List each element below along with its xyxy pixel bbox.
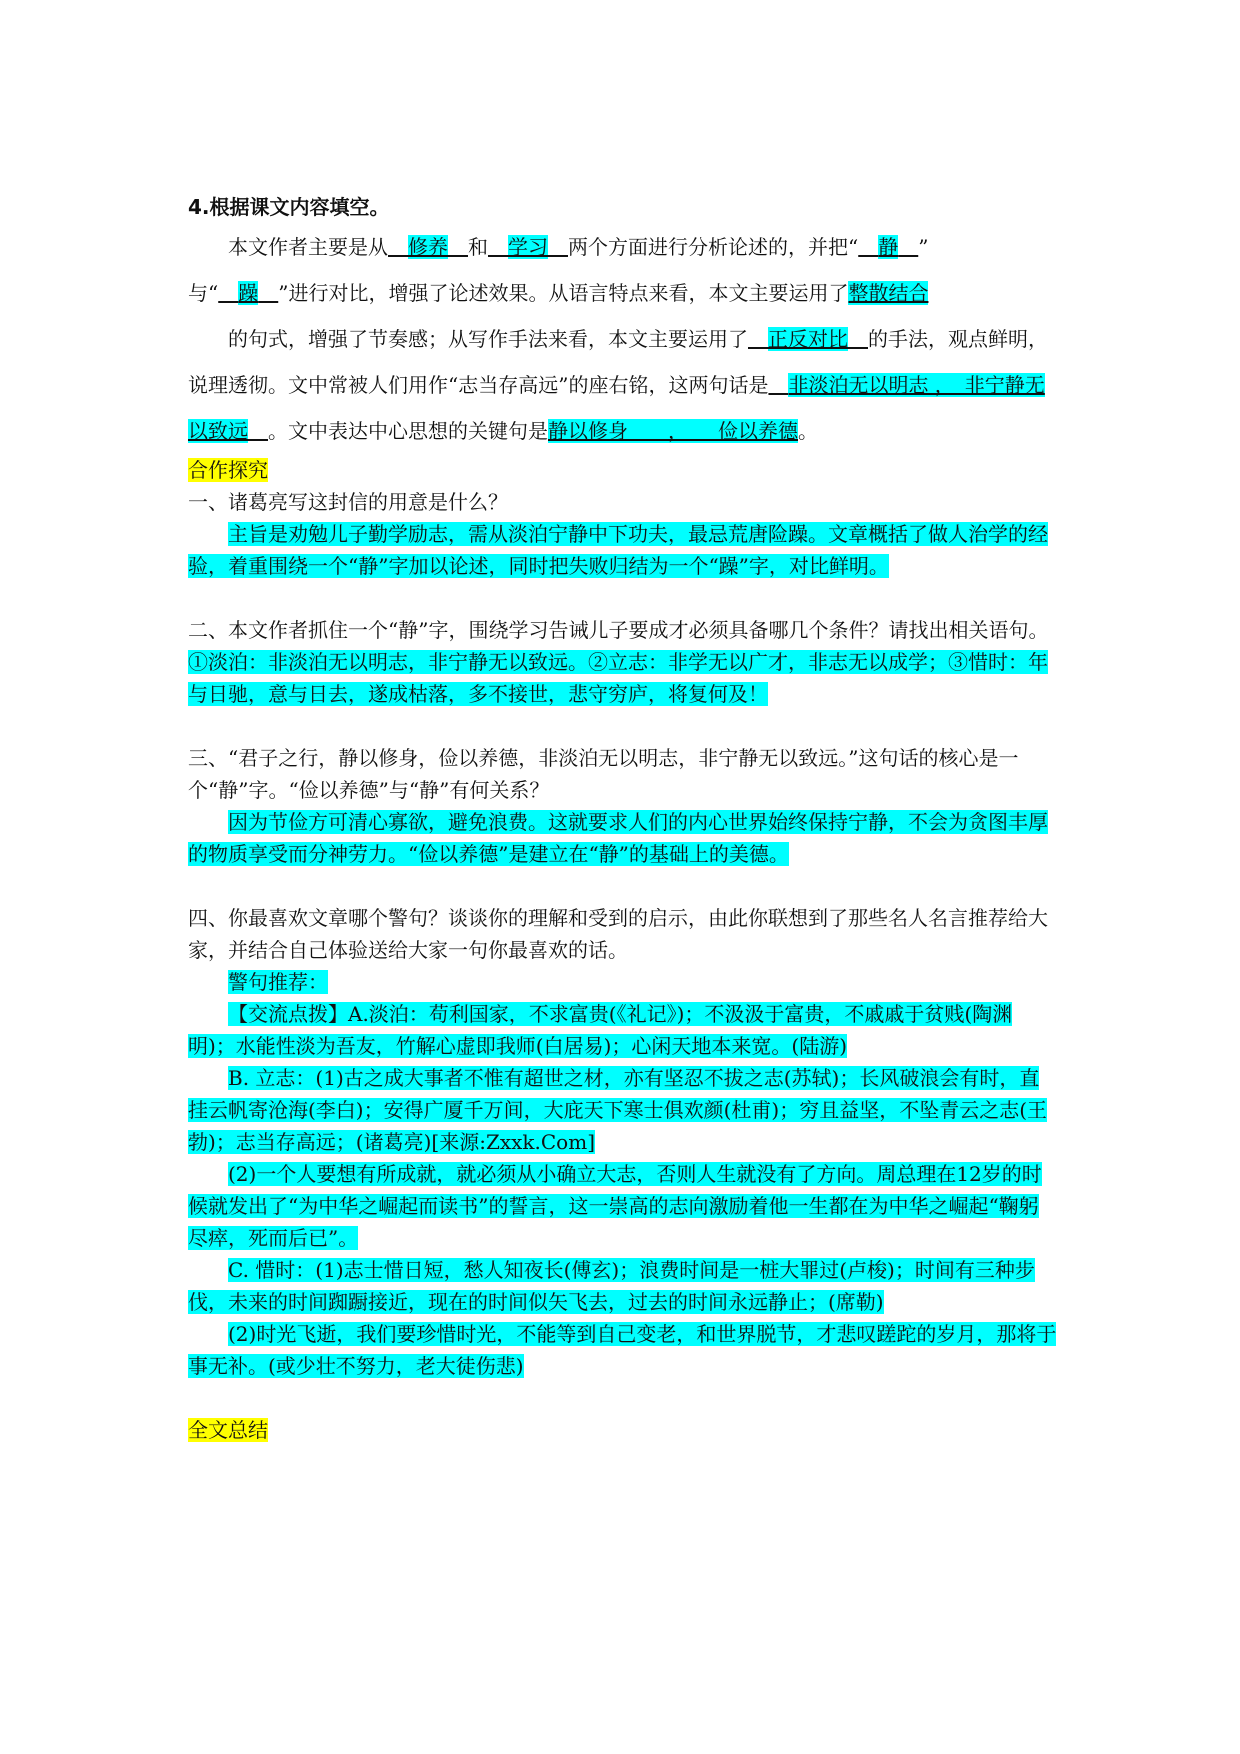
- summary-heading-text: 全文总结: [188, 1418, 268, 1442]
- fill-blank-section: [188, 224, 1058, 454]
- spacer: [188, 582, 1058, 614]
- section-heading: [188, 454, 1058, 486]
- answer-4-item: [188, 1254, 1058, 1318]
- answer-3: 静: [878, 235, 899, 259]
- answer-4-item-text: (2)时光飞逝，我们要珍惜时光，不能等到自己变老，和世界脱节，才悲叹蹉跎的岁月，那将于事无补。(或少壮不努力，老大徒伤悲): [188, 1322, 1057, 1378]
- spacer: [188, 1382, 1058, 1414]
- answer-4-item-text: 警句推荐：: [228, 970, 328, 994]
- text: 的手法，观点鲜明，说理透彻。文中常被人们用作“志当存高远”的座右铭，这两句话是: [188, 327, 1048, 397]
- question-4: 四、你最喜欢文章哪个警句？谈谈你的理解和受到的启示，由此你联想到了那些名人名言推荐给大家，并结合自己体验送给大家一句你最喜欢的话。: [188, 906, 1048, 962]
- answer-6: 正反对比: [768, 327, 848, 351]
- answer-2-paragraph: [188, 646, 1058, 710]
- spacer: [188, 870, 1058, 902]
- answer-1: 修养: [408, 235, 448, 259]
- text: ”进行对比，增强了论述效果。从语言特点来看，本文主要运用了: [278, 281, 849, 305]
- answer-4-item-text: (2)一个人要想有所成就，就必须从小确立大志，否则人生就没有了方向。周总理在12岁的时候就发出了“为中华之崛起而读书”的誓言，这一崇高的志向激励着他一生都在为中华之崛起“鞠躬尽瘁，死而后已”。: [188, 1162, 1042, 1250]
- answer-4-item: [188, 1158, 1058, 1254]
- question-1: 一、诸葛亮写这封信的用意是什么？: [188, 490, 508, 514]
- answer-4-item-text: 【交流点拨】A.淡泊：苟利国家，不求富贵(《礼记》)；不汲汲于富贵，不戚戚于贫贱(陶渊明)；水能性淡为吾友，竹解心虚即我师(白居易)；心闲天地本来宽。(陆游): [188, 1002, 1013, 1058]
- cooperative-inquiry-section: [188, 454, 1058, 1446]
- blank: [388, 235, 468, 259]
- blank: [748, 327, 868, 351]
- answer-2: 学习: [508, 235, 548, 259]
- text: 两个方面进行分析论述的，并把“: [568, 235, 859, 259]
- text: 和: [468, 235, 488, 259]
- answer-4: 躁: [238, 281, 259, 305]
- answer-5: 整散结合: [848, 281, 929, 305]
- answer-8: 静以修身 ， 俭以养德: [548, 419, 798, 443]
- answer-4-item: [188, 1318, 1058, 1382]
- answer-4-item-text: C. 惜时：(1)志士惜日短，愁人知夜长(傅玄)；浪费时间是一桩大罪过(卢梭)；时间有三种步伐，未来的时间踟蹰接近，现在的时间似矢飞去，过去的时间永远静止；(席勒): [188, 1258, 1035, 1314]
- fill-blank-line-2: [188, 270, 1058, 316]
- text: 本文作者主要是从: [228, 235, 388, 259]
- blank: [218, 281, 278, 305]
- blank: [858, 235, 918, 259]
- answer-3-text: 因为节俭方可清心寡欲，避免浪费。这就要求人们的内心世界始终保持宁静，不会为贪图丰厚的物质享受而分神劳力。“俭以养德”是建立在“静”的基础上的美德。: [188, 810, 1048, 866]
- text: ”: [918, 235, 929, 259]
- text: 。: [798, 419, 818, 443]
- answer-2-text: ①淡泊：非淡泊无以明志，非宁静无以致远。②立志：非学无以广才，非志无以成学；③惜时：年与日驰，意与日去，遂成枯落，多不接世，悲守穷庐，将复何及！: [188, 650, 1048, 706]
- answer-1-paragraph: [188, 518, 1058, 582]
- answer-4-item-text: B. 立志：(1)古之成大事者不惟有超世之材，亦有坚忍不拔之志(苏轼)；长风破浪会有时，直挂云帆寄沧海(李白)；安得广厦千万间，大庇天下寒士俱欢颜(杜甫)；穷且益坚，不坠青云之志(王勃)；志当存高远；(诸葛亮)[来源:Zxxk.Com]: [188, 1066, 1048, 1154]
- spacer: [188, 710, 1058, 742]
- answer-1-text: 主旨是劝勉儿子勤学励志，需从淡泊宁静中下功夫，最忌荒唐险躁。文章概括了做人治学的经验，着重围绕一个“静”字加以论述，同时把失败归结为一个“躁”字，对比鲜明。: [188, 522, 1048, 578]
- section-heading-text: 合作探究: [188, 458, 268, 482]
- answer-4-item: [188, 966, 1058, 998]
- summary-heading: [188, 1414, 1058, 1446]
- blank: [488, 235, 568, 259]
- answer-3-paragraph: [188, 806, 1058, 870]
- exercise-title: 4.根据课文内容填空。: [188, 195, 390, 219]
- answer-4-item: [188, 998, 1058, 1062]
- fill-blank-line-1: [188, 224, 1058, 270]
- text: 的句式，增强了节奏感；从写作手法来看，本文主要运用了: [228, 327, 748, 351]
- answer-4-item: [188, 1062, 1058, 1158]
- text: 。文中表达中心思想的关键句是: [268, 419, 548, 443]
- text: 与“: [188, 281, 219, 305]
- answer-7: 非淡泊无以明志 ， 非宁静无以致远: [188, 373, 1045, 443]
- question-3: 三、“君子之行，静以修身，俭以养德，非淡泊无以明志，非宁静无以致远。”这句话的核心是一个“静”字。“俭以养德”与“静”有何关系？: [188, 746, 1019, 802]
- fill-blank-line-3: [188, 316, 1058, 454]
- question-2: 二、本文作者抓住一个“静”字，围绕学习告诫儿子要成才必须具备哪几个条件？请找出相关语句。: [188, 618, 1049, 642]
- document-content: [188, 190, 1058, 1446]
